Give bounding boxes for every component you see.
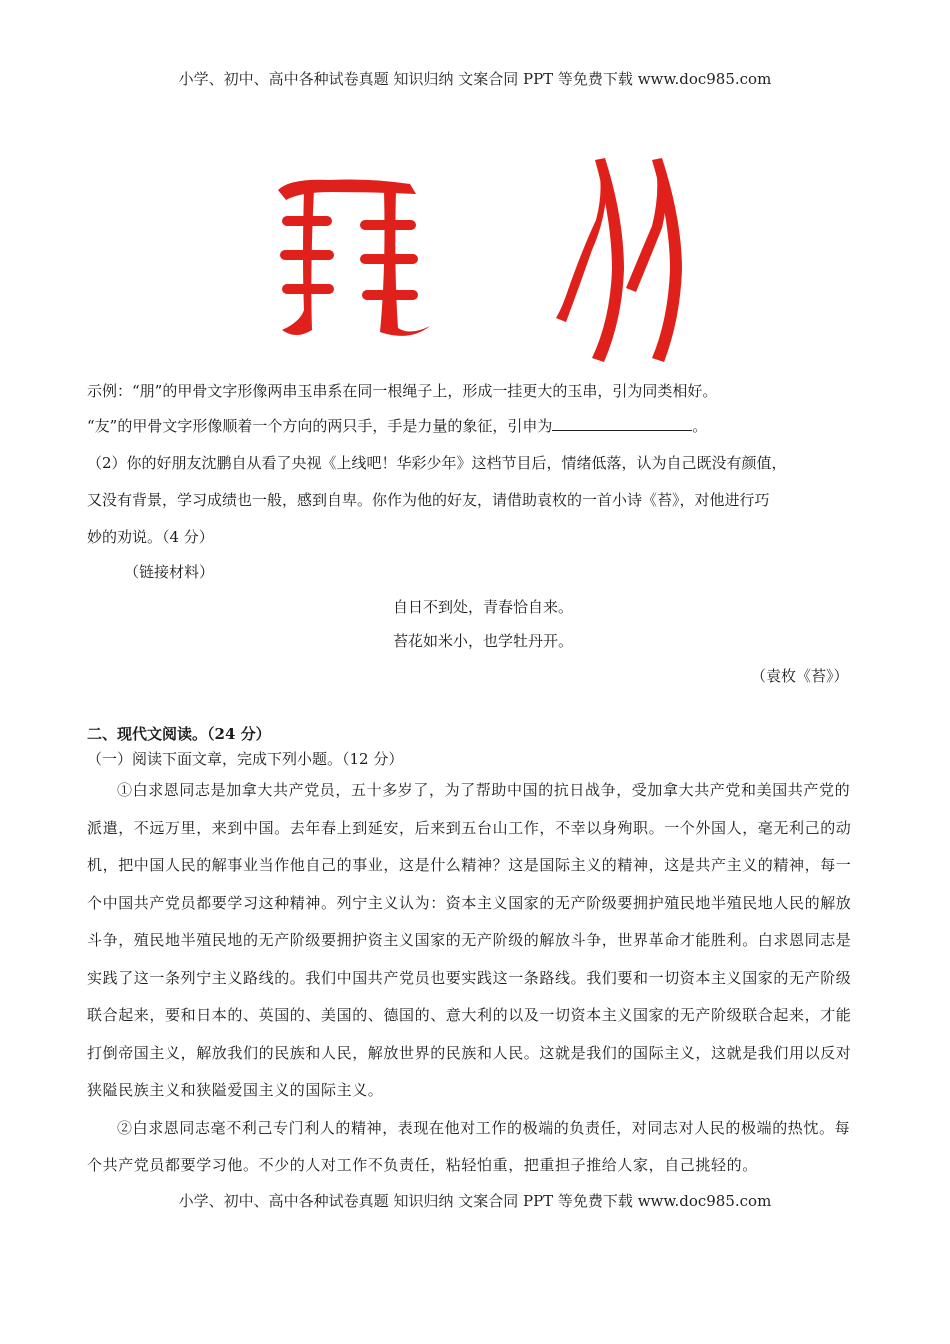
poem-line-1: 自日不到处，青春恰自来。 [393, 598, 574, 616]
oracle-you-glyph [556, 158, 682, 362]
q1-you-suffix: 。 [692, 417, 708, 435]
oracle-peng-glyph [278, 180, 430, 336]
page-header: 小学、初中、高中各种试卷真题 知识归纳 文案合同 PPT 等免费下载 www.doc985.com [178, 70, 772, 88]
answer-blank[interactable] [552, 416, 692, 431]
poem-line-2: 苔花如米小，也学牡丹开。 [393, 632, 574, 650]
section-subtitle: （一）阅读下面文章，完成下列小题。（12 分） [87, 750, 404, 768]
q1-example: 示例：“朋”的甲骨文字形像两串玉串系在同一根绳子上，形成一挂更大的玉串，引为同类相好。 [87, 382, 718, 400]
q2-line-3: 妙的劝说。（4 分） [87, 528, 214, 546]
poem-source: （袁枚《苔》） [751, 667, 849, 685]
q2-line-1: （2）你的好朋友沈鹏自从看了央视《上线吧！华彩少年》这档节目后，情绪低落，认为自己既没有颜值， [87, 454, 787, 472]
section-title: 二、现代文阅读。（24 分） [87, 725, 271, 743]
oracle-bone-glyphs [260, 150, 690, 370]
article-body [87, 772, 863, 1185]
page-footer: 小学、初中、高中各种试卷真题 知识归纳 文案合同 PPT 等免费下载 www.doc985.com [178, 1192, 772, 1210]
q2-line-2: 又没有背景，学习成绩也一般，感到自卑。你作为他的好友，请借助袁枚的一首小诗《苔》，对他进行巧 [87, 491, 770, 509]
paragraph-2: ②白求恩同志毫不利己专门利人的精神，表现在他对工作的极端的负责任，对同志对人民的极端的热忱。每个共产党员都要学习他。不少的人对工作不负责任，粘轻怕重，把重担子推给人家，自己挑轻的。 [87, 1118, 851, 1174]
q1-you-line [87, 415, 707, 436]
q1-you-prefix: “友”的甲骨文字形像顺着一个方向的两只手，手是力量的象征，引申为 [87, 417, 553, 435]
paragraph-1: ①白求恩同志是加拿大共产党员，五十多岁了，为了帮助中国的抗日战争，受加拿大共产党和美国共产党的派遣，不远万里，来到中国。去年春上到延安，后来到五台山工作，不幸以身殉职。一个外国人，毫无利己的动机，把中国人民的解事业当作他自己的事业，这是什么精神？这是国际主义的精神，这是共产主义的精神，每一个中国共产党员都要学习这种精神。列宁主义认为：资本主义国家的无产阶级要拥护殖民地半殖民地人民的解放斗争，殖民地半殖民地的无产阶级要拥护资主义国家的无产阶级的解放斗争，世界革命才能胜利。白求恩同志是实践了这一条列宁主义路线的。我们中国共产党员也要实践这一条路线。我们要和一切资本主义国家的无产阶级联合起来，要和日本的、英国的、美国的、德国的、意大利的以及一切资本主义国家的无产阶级联合起来，才能打倒帝国主义，解放我们的民族和人民，解放世界的民族和人民。这就是我们的国际主义，这就是我们用以反对狭隘民族主义和狭隘爱国主义的国际主义。 [87, 781, 852, 1099]
material-label: （链接材料） [124, 563, 215, 581]
